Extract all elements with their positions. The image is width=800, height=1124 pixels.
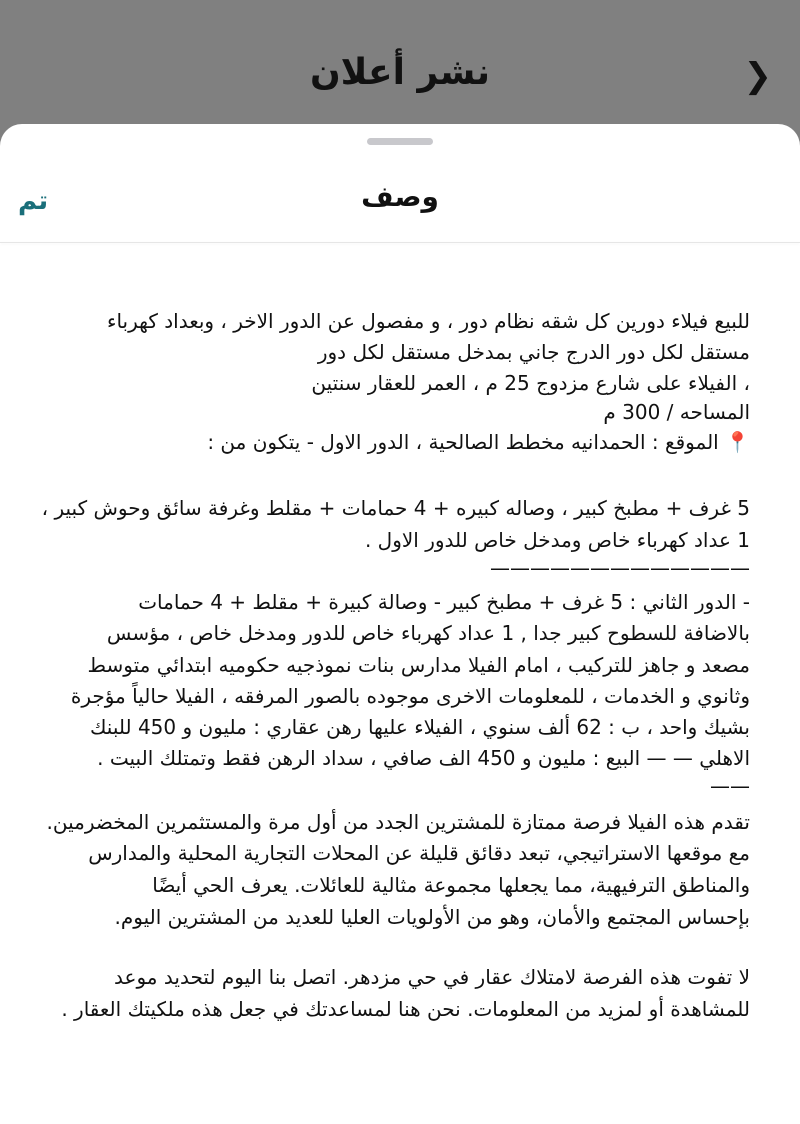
description-line: مستقل لكل دور الدرج جاني بمدخل مستقل لكل دور	[317, 340, 750, 364]
description-line: والمناطق الترفيهية، مما يجعلها مجموعة مثالية للعائلات. يعرف الحي أيضًا	[152, 873, 750, 897]
description-line: مع موقعها الاستراتيجي، تبعد دقائق قليلة عن المحلات التجارية المحلية والمدارس	[88, 841, 750, 865]
description-line: للبيع فيلاء دورين كل شقه نظام دور ، و مفصول عن الدور الاخر ، وبعداد كهرباء	[107, 309, 750, 333]
chevron-right-icon[interactable]: ❯	[743, 56, 772, 96]
description-line: ——	[710, 774, 750, 798]
description-line: مصعد و جاهز للتركيب ، امام الفيلا مدارس بنات نموذجيه حكوميه ابتدائي متوسط	[87, 653, 750, 677]
drag-handle[interactable]	[367, 138, 433, 145]
top-bar	[0, 0, 800, 130]
description-line: 📍 الموقع : الحمدانيه مخطط الصالحية ، الدور الاول - يتكون من :	[207, 430, 750, 454]
description-line: المساحه / 300 م	[603, 400, 750, 424]
done-button[interactable]: تم	[18, 186, 49, 216]
description-line: وثانوي و الخدمات ، للمعلومات الاخرى موجوده بالصور المرفقه ، الفيلا حالياً مؤجرة	[70, 684, 750, 708]
page-title: نشر أعلان	[309, 52, 491, 93]
description-line: بالاضافة للسطوح كبير جدا , 1 عداد كهرباء خاص للدور ومدخل خاص ، مؤسس	[106, 621, 750, 645]
description-line: تقدم هذه الفيلا فرصة ممتازة للمشترين الجدد من أول مرة والمستثمرين المخضرمين.	[46, 810, 750, 834]
sheet-title: وصف	[361, 180, 439, 213]
description-line: 5 غرف + مطبخ كبير ، وصاله كبيره + 4 حمامات + مقلط وغرفة سائق وحوش كبير ،	[41, 496, 750, 520]
description-line: ، الفيلاء على شارع مزدوج 25 م ، العمر للعقار سنتين	[311, 371, 750, 395]
description-line: بشيك واحد ، ب : 62 ألف سنوي ، الفيلاء عليها رهن عقاري : مليون و 450 للبنك	[89, 715, 750, 739]
description-line: الاهلي — — البيع : مليون و 450 الف صافي ، سداد الرهن فقط وتمتلك البيت .	[97, 746, 750, 770]
description-line: —————————————	[490, 556, 750, 580]
description-line: لا تفوت هذه الفرصة لامتلاك عقار في حي مزدهر. اتصل بنا اليوم لتحديد موعد	[114, 965, 750, 989]
description-line: بإحساس المجتمع والأمان، وهو من الأولويات العليا للعديد من المشترين اليوم.	[114, 905, 750, 929]
description-line: للمشاهدة أو لمزيد من المعلومات. نحن هنا لمساعدتك في جعل هذه ملكيتك العقار .	[61, 997, 750, 1021]
divider	[0, 242, 800, 243]
description-line: - الدور الثاني : 5 غرف + مطبخ كبير - وصالة كبيرة + مقلط + 4 حمامات	[138, 590, 750, 614]
description-line: 1 عداد كهرباء خاص ومدخل خاص للدور الاول .	[364, 528, 750, 552]
